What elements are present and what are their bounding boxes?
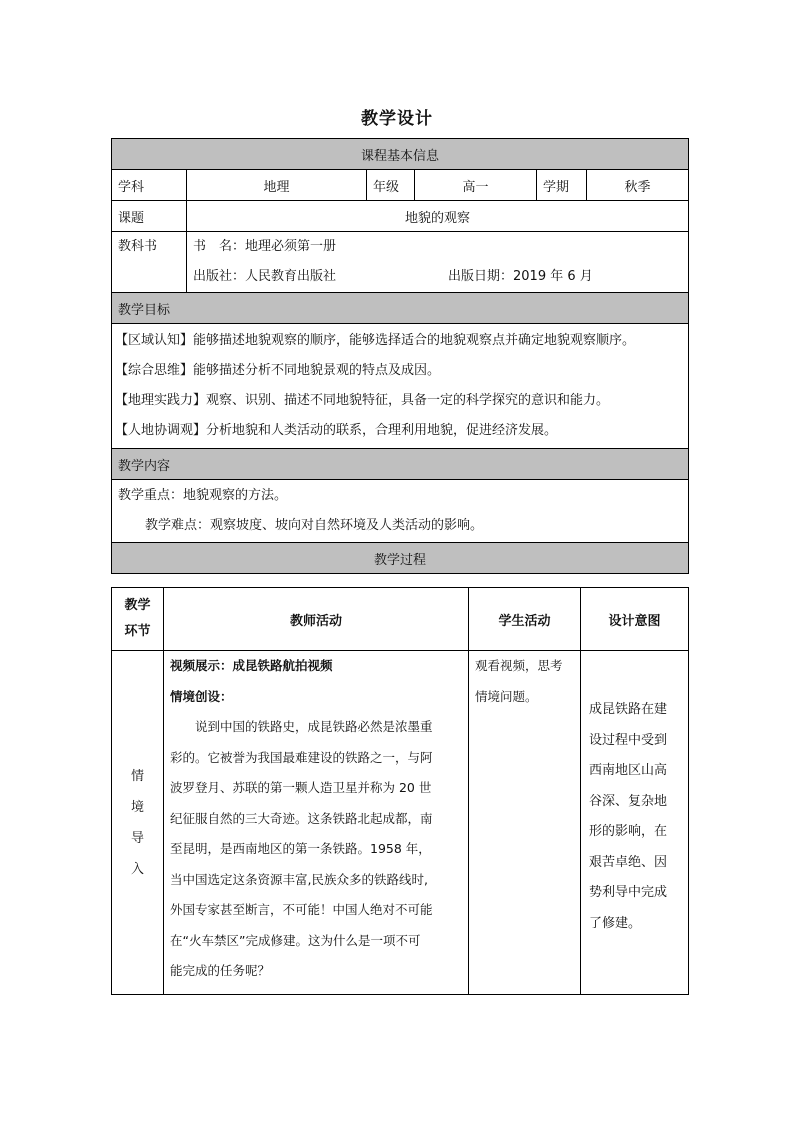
topic-label: 课题 (112, 201, 187, 232)
objective-item: 【区域认知】能够描述地貌观察的顺序，能够选择适合的地貌观察点并确定地貌观察顺序。 (115, 333, 636, 348)
publisher: 出版社：人民教育出版社 (193, 269, 337, 284)
publish-date: 出版日期：2019 年 6 月 (448, 269, 593, 284)
stage-header: 教学 环节 (112, 588, 164, 651)
teacher-header: 教师活动 (164, 588, 469, 651)
stage-cell: 情 境 导 入 (112, 651, 164, 995)
content-header: 教学内容 (112, 449, 689, 480)
term-value: 秋季 (587, 170, 689, 201)
teacher-heading: 视频展示：成昆铁路航拍视频 (170, 658, 333, 673)
process-table (111, 587, 689, 995)
student-activity-cell: 观看视频，思考 情境问题。 (469, 651, 581, 995)
textbook-label: 教科书 (118, 239, 158, 254)
objectives-header: 教学目标 (112, 293, 689, 324)
grade-label: 年级 (367, 170, 415, 201)
subject-value: 地理 (187, 170, 367, 201)
document-title: 教学设计 (361, 109, 433, 129)
intent-header: 设计意图 (581, 588, 689, 651)
book-name: 书 名：地理必须第一册 (193, 239, 337, 254)
topic-value: 地貌的观察 (187, 201, 689, 232)
key-point: 教学重点：地貌观察的方法。 (118, 488, 288, 503)
objective-item: 【地理实践力】观察、识别、描述不同地貌特征，具备一定的科学探究的意识和能力。 (115, 393, 610, 408)
table-row (112, 651, 689, 995)
term-label: 学期 (537, 170, 587, 201)
student-header: 学生活动 (469, 588, 581, 651)
process-header: 教学过程 (112, 543, 689, 574)
basic-info-table (111, 138, 689, 574)
publisher-line (193, 262, 682, 292)
objective-item: 【综合思维】能够描述分析不同地貌景观的特点及成因。 (115, 363, 441, 378)
subject-label: 学科 (112, 170, 187, 201)
objectives-list (112, 324, 689, 449)
difficult-point: 教学难点：观察坡度、坡向对自然环境及人类活动的影响。 (145, 518, 484, 533)
objective-item: 【人地协调观】分析地貌和人类活动的联系，合理利用地貌，促进经济发展。 (115, 423, 558, 438)
teacher-heading: 情境创设： (170, 688, 233, 704)
teacher-activity-cell: 视频展示：成昆铁路航拍视频 情境创设： 说到中国的铁路史，成昆铁路必然是浓墨重 彩的。它被誉为我国最难建设的铁路之一，与阿 波罗登月、苏联的第一颗人造卫星并称为 20 世 纪征服自然的三大奇迹。这条铁路北起成都，南 至昆明，是西南地区的第一条铁路。1958 年， 当中国选定这条资源丰富,民族众多的铁路线时, 外国专家甚至断言，不可能！中国人绝对不可能 在“火车禁区”完成修建。这为什么是一项不可 能完成的任务呢？ (164, 651, 469, 995)
design-intent-cell: 成昆铁路在建 设过程中受到 西南地区山高 谷深、复杂地 形的影响，在 艰苦卓绝、因 势利导中完成 了修建。 (581, 651, 689, 995)
grade-value: 高一 (415, 170, 537, 201)
basic-info-header: 课程基本信息 (112, 139, 689, 170)
